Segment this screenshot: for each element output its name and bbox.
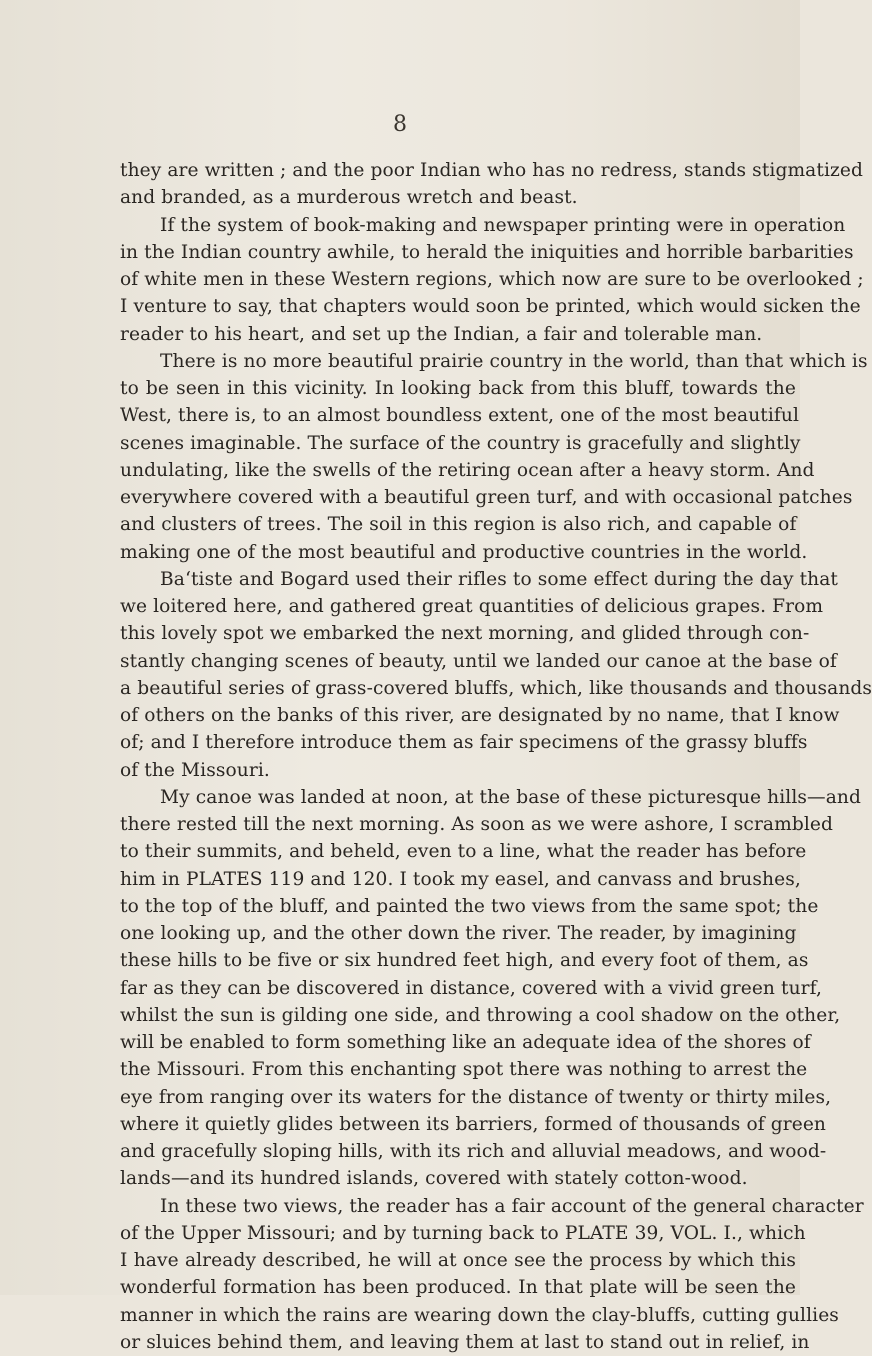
text-line: There is no more beautiful prairie country in the world, than that which is xyxy=(160,350,868,372)
text-line: there rested till the next morning. As soon as we were ashore, I scrambled xyxy=(120,814,834,835)
text-line: eye from ranging over its waters for the distance of twenty or thirty miles, xyxy=(120,1086,832,1108)
text-line: of the Upper Missouri; and by turning back to PLATE 39, VOL. I., which xyxy=(120,1222,806,1244)
text-line: to be seen in this vicinity. In looking back from this bluff, towards the xyxy=(120,378,796,399)
text-line: of white men in these Western regions, which now are sure to be overlooked ; xyxy=(120,269,864,290)
text-line: far as they can be discovered in distance, covered with a vivid green turf, xyxy=(120,977,822,999)
text-line: and branded, as a murderous wretch and beast. xyxy=(120,187,578,209)
text-line: and clusters of trees. The soil in this region is also rich, and capable of xyxy=(120,514,797,536)
text-line: and gracefully sloping hills, with its rich and alluvial meadows, and wood- xyxy=(120,1141,827,1162)
text-line: a beautiful series of grass-covered bluffs, which, like thousands and thousands xyxy=(120,677,872,699)
text-line: In these two views, the reader has a fair account of the general character xyxy=(160,1195,864,1217)
text-line: of others on the banks of this river, are designated by no name, that I know xyxy=(120,705,840,726)
text-line: stantly changing scenes of beauty, until we landed our canoe at the base of xyxy=(120,650,837,672)
text-line: My canoe was landed at noon, at the base of these picturesque hills—and xyxy=(160,786,861,808)
text-line: of; and I therefore introduce them as fair specimens of the grassy bluffs xyxy=(120,732,808,754)
text-line: everywhere covered with a beautiful green turf, and with occasional patches xyxy=(120,487,853,508)
text-line: West, there is, to an almost boundless extent, one of the most beautiful xyxy=(120,405,800,427)
text-line: in the Indian country awhile, to herald the iniquities and horrible barbarities xyxy=(120,241,854,263)
text-line: reader to his heart, and set up the Indian, a fair and tolerable man. xyxy=(120,323,763,345)
text-line: of the Missouri. xyxy=(120,759,270,781)
body-text xyxy=(120,157,872,1356)
text-line: one looking up, and the other down the river. The reader, by imagining xyxy=(120,923,797,944)
text-line: to the top of the bluff, and painted the two views from the same spot; the xyxy=(120,895,819,917)
text-line: him in PLATES 119 and 120. I took my easel, and canvass and brushes, xyxy=(120,868,801,890)
text-line: undulating, like the swells of the retiring ocean after a heavy storm. And xyxy=(120,459,815,481)
text-line: this lovely spot we embarked the next morning, and glided through con- xyxy=(120,623,810,645)
text-line: where it quietly glides between its barriers, formed of thousands of green xyxy=(120,1113,826,1135)
text-line: If the system of book-making and newspaper printing were in operation xyxy=(160,214,846,236)
text-line: wonderful formation has been produced. In that plate will be seen the xyxy=(120,1277,796,1299)
text-line: whilst the sun is gilding one side, and throwing a cool shadow on the other, xyxy=(120,1004,841,1026)
text-line: the Missouri. From this enchanting spot there was nothing to arrest the xyxy=(120,1059,808,1081)
text-line: Ba‘tiste and Bogard used their rifles to some effect during the day that xyxy=(160,568,838,590)
text-line: they are written ; and the poor Indian who has no redress, stands stigmatized xyxy=(120,160,863,181)
text-line: I have already described, he will at once see the process by which this xyxy=(120,1250,796,1271)
text-line: these hills to be five or six hundred feet high, and every foot of them, as xyxy=(120,950,809,972)
text-line: making one of the most beautiful and productive countries in the world. xyxy=(120,541,808,563)
text-line: to their summits, and beheld, even to a line, what the reader has before xyxy=(120,841,807,863)
text-line: manner in which the rains are wearing down the clay-bluffs, cutting gullies xyxy=(120,1304,839,1326)
text-line: we loitered here, and gathered great quantities of delicious grapes. From xyxy=(120,596,824,617)
text-line: scenes imaginable. The surface of the country is gracefully and slightly xyxy=(120,432,801,454)
text-line: or sluices behind them, and leaving them at last to stand out in relief, in xyxy=(120,1331,810,1353)
page-number: 8 xyxy=(393,112,407,137)
text-line: will be enabled to form something like an adequate idea of the shores of xyxy=(120,1032,811,1053)
text-line: lands—and its hundred islands, covered with stately cotton-wood. xyxy=(120,1168,748,1190)
text-line: I venture to say, that chapters would soon be printed, which would sicken the xyxy=(120,296,861,318)
